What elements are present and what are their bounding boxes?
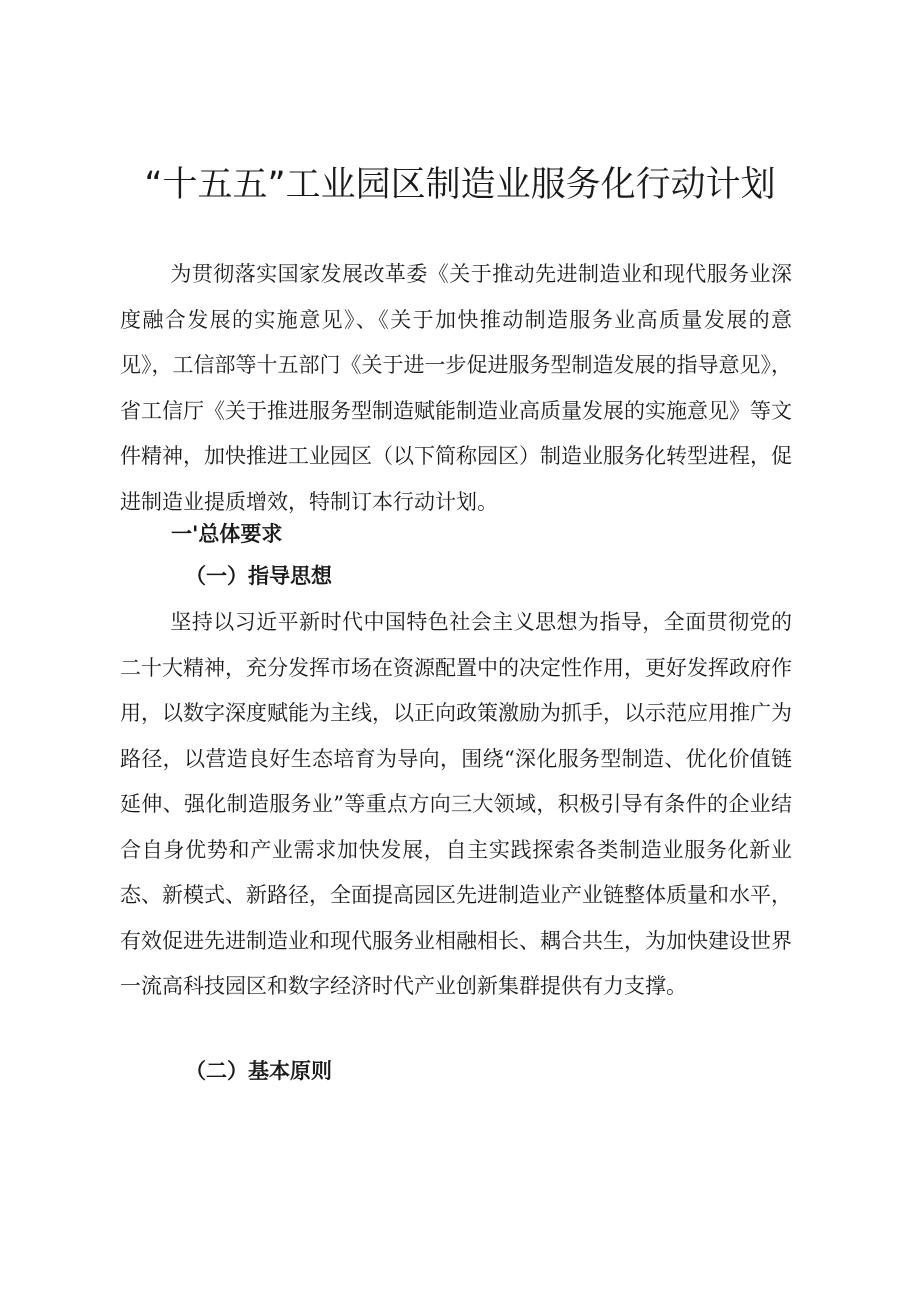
document-title: “十五五”工业园区制造业服务化行动计划 (144, 165, 776, 205)
guiding-ideology-paragraph: 坚持以习近平新时代中国特色社会主义思想为指导，全面贯彻党的二十大精神，充分发挥市场在资源配置中的决定性作用，更好发挥政府作用，以数字深度赋能为主线，以正向政策激励为抓手，以示范应用推广为路径，以营造良好生态培育为导向，围绕“深化服务型制造、优化价值链延伸、强化制造服务业”等重点方向三大领域，积极引导有条件的企业结合自身优势和产业需求加快发展，自主实践探索各类制造业服务化新业态、新模式、新路径，全面提高园区先进制造业产业链整体质量和水平，有效促进先进制造业和现代服务业相融相长、耦合共生，为加快建设世界一流高科技园区和数字经济时代产业创新集群提供有力支撑。 (120, 610, 792, 998)
intro-paragraph: 为贯彻落实国家发展改革委《关于推动先进制造业和现代服务业深度融合发展的实施意见》、《关于加快推动制造服务业高质量发展的意见》，工信部等十五部门《关于进一步促进服务型制造发展的指导意见》，省工信厅《关于推进服务型制造赋能制造业高质量发展的实施意见》等文件精神，加快推进工业园区（以下简称园区）制造业服务化转型进程，促进制造业提质增效，特制订本行动计划。 (120, 262, 792, 514)
subsection-heading-guiding-ideology: （一）指导思想 (185, 564, 332, 588)
subsection-heading-basic-principles: （二）基本原则 (185, 1059, 332, 1083)
section-heading-general-requirements: 一'总体要求 (171, 522, 283, 546)
